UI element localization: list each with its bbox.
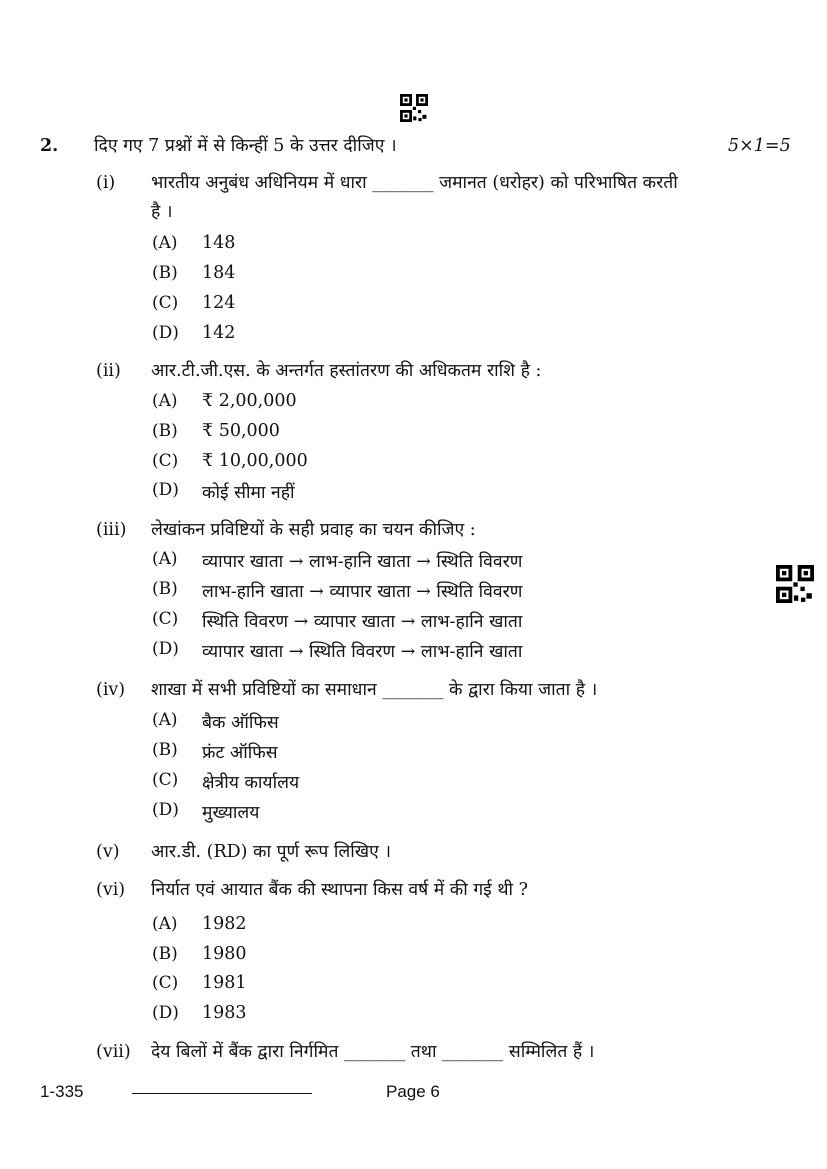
question-number: 2. xyxy=(40,136,59,156)
option-letter: (C) xyxy=(152,973,179,993)
option-text: ₹ 50,000 xyxy=(202,421,280,441)
page-number: Page 6 xyxy=(386,1082,440,1101)
option-text: फ्रंट ऑफिस xyxy=(202,743,278,763)
question-instruction: दिए गए 7 प्रश्नों में से किन्हीं 5 के उत्तर दीजिए । xyxy=(94,136,397,156)
option-text: क्षेत्रीय कार्यालय xyxy=(202,773,300,793)
item-number: (vi) xyxy=(96,880,126,900)
option-letter: (D) xyxy=(152,1003,179,1023)
item-question: देय बिलों में बैंक द्वारा निर्गमित _______ तथा _______ सम्मिलित हैं । xyxy=(151,1042,595,1062)
option-text: स्थिति विवरण → व्यापार खाता → लाभ-हानि खाता xyxy=(202,612,523,632)
item-number: (i) xyxy=(96,173,116,193)
option-text: कोई सीमा नहीं xyxy=(202,483,295,503)
option-letter: (C) xyxy=(152,609,179,629)
option-letter: (B) xyxy=(152,740,178,760)
option-letter: (A) xyxy=(152,391,178,411)
item-number: (iv) xyxy=(96,680,126,700)
option-text: 184 xyxy=(202,263,236,283)
item-number: (iii) xyxy=(96,520,127,540)
option-letter: (D) xyxy=(152,800,179,820)
item-number: (vii) xyxy=(96,1042,131,1062)
option-letter: (C) xyxy=(152,770,179,790)
item-question: आर.टी.जी.एस. के अन्तर्गत हस्तांतरण की अधिकतम राशि है : xyxy=(151,361,542,381)
item-question: शाखा में सभी प्रविष्टियों का समाधान _______ के द्वारा किया जाता है । xyxy=(151,680,598,700)
option-letter: (B) xyxy=(152,421,178,441)
option-letter: (D) xyxy=(152,323,179,343)
item-question: लेखांकन प्रविष्टियों के सही प्रवाह का चयन कीजिए : xyxy=(151,520,476,540)
option-text: व्यापार खाता → स्थिति विवरण → लाभ-हानि खाता xyxy=(202,642,523,662)
item-number: (ii) xyxy=(96,361,121,381)
option-text: ₹ 10,00,000 xyxy=(202,451,308,471)
item-question: निर्यात एवं आयात बैंक की स्थापना किस वर्ष में की गई थी ? xyxy=(151,880,528,900)
item-question: आर.डी. (RD) का पूर्ण रूप लिखिए । xyxy=(151,842,391,862)
option-letter: (A) xyxy=(152,914,178,934)
qr-code-icon xyxy=(400,94,428,122)
option-letter: (B) xyxy=(152,579,178,599)
option-letter: (C) xyxy=(152,451,179,471)
option-letter: (D) xyxy=(152,639,179,659)
footer-divider xyxy=(132,1093,312,1094)
option-letter: (D) xyxy=(152,480,179,500)
option-text: 124 xyxy=(202,293,236,313)
option-letter: (A) xyxy=(152,549,178,569)
option-text: 142 xyxy=(202,323,236,343)
qr-code-icon xyxy=(776,565,814,603)
option-letter: (A) xyxy=(152,233,178,253)
item-question-continued: है । xyxy=(151,202,173,222)
option-text: व्यापार खाता → लाभ-हानि खाता → स्थिति विवरण xyxy=(202,552,523,572)
option-letter: (C) xyxy=(152,293,179,313)
option-text: मुख्यालय xyxy=(202,803,260,823)
option-letter: (B) xyxy=(152,263,178,283)
question-marks: 5×1=5 xyxy=(728,136,791,156)
option-letter: (A) xyxy=(152,710,178,730)
option-text: 1983 xyxy=(202,1003,247,1023)
option-text: 148 xyxy=(202,233,236,253)
option-text: 1981 xyxy=(202,973,247,993)
option-text: बैक ऑफिस xyxy=(202,713,279,733)
paper-code: 1-335 xyxy=(40,1082,84,1101)
option-text: 1982 xyxy=(202,914,247,934)
option-text: ₹ 2,00,000 xyxy=(202,391,297,411)
option-text: लाभ-हानि खाता → व्यापार खाता → स्थिति विवरण xyxy=(202,582,523,602)
option-text: 1980 xyxy=(202,944,247,964)
option-letter: (B) xyxy=(152,944,178,964)
item-number: (v) xyxy=(96,842,120,862)
item-question: भारतीय अनुबंध अधिनियम में धारा _______ जमानत (धरोहर) को परिभाषित करती xyxy=(151,173,678,193)
